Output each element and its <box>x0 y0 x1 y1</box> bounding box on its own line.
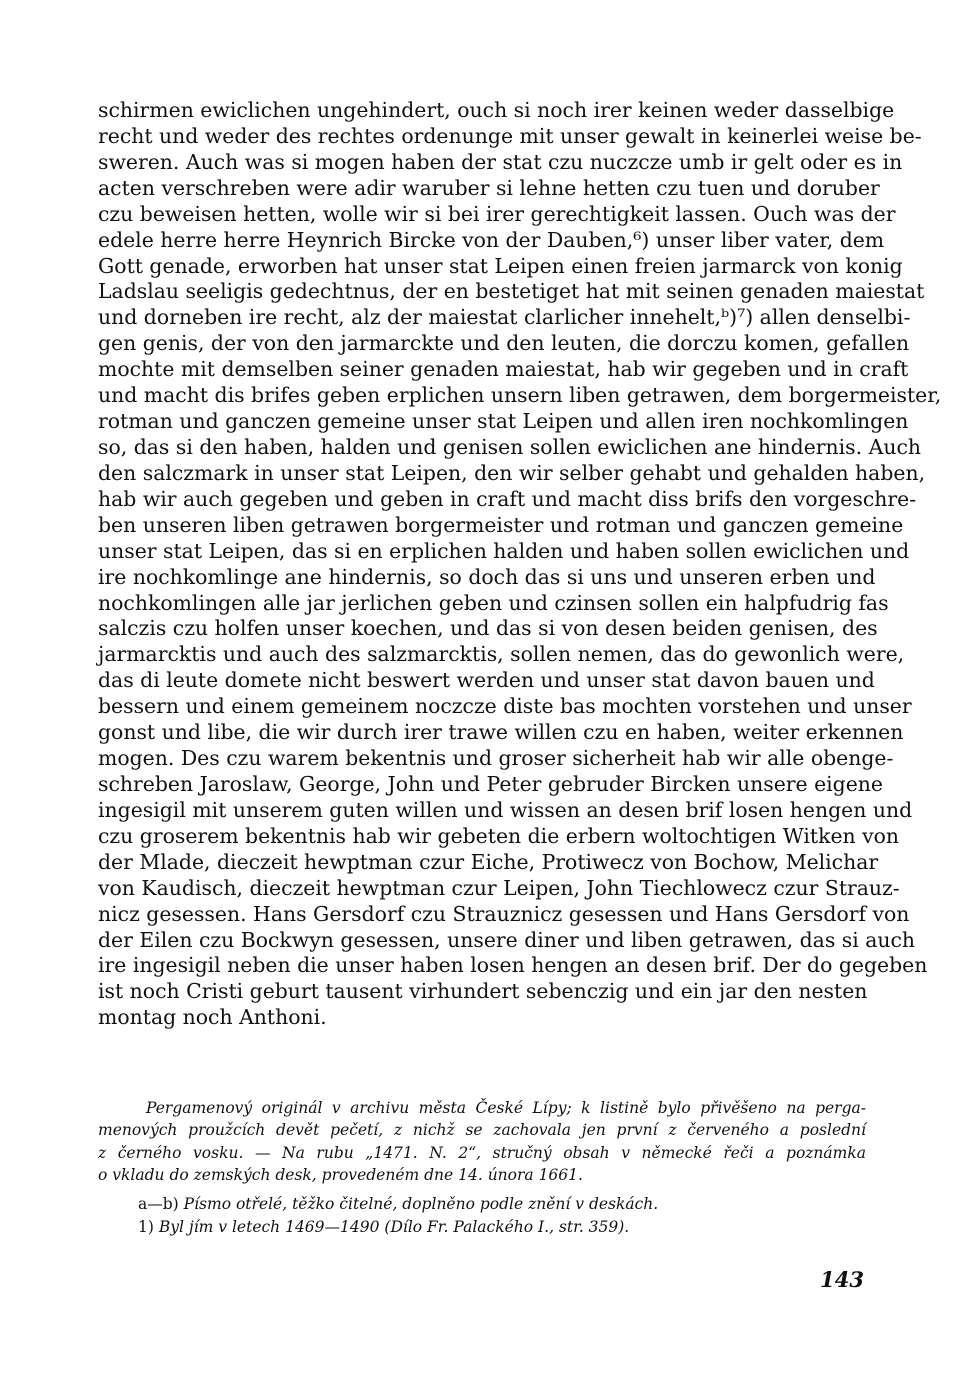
text-line: der Mlade, dieczeit hewptman czur Eiche, Protiwecz von Bochow, Melichar <box>98 849 879 874</box>
text-line: gen genis, der von den jarmarckte und den leuten, die dorczu komen, gefallen <box>98 331 910 356</box>
text-line: hab wir auch gegeben und geben in craft und macht diss brifs den vorgeschre- <box>98 486 917 511</box>
text-line: mogen. Des czu warem bekentnis und groser sicherheit hab wir alle obenge- <box>98 746 894 771</box>
footnote-text: Písmo otřelé, těžko čitelné, doplněno podle znění v deskách. <box>183 1195 659 1213</box>
charter-text <box>98 98 942 1031</box>
footnote <box>138 1216 866 1238</box>
text-line: ben unseren liben getrawen borgermeister und rotman und ganczen gemeine <box>98 512 904 537</box>
text-line: edele herre herre Heynrich Bircke von der Dauben,⁶) unser liber vater, dem <box>98 227 885 252</box>
text-line: das di leute domete nicht beswert werden und unser stat davon bauen und <box>98 668 875 693</box>
text-line: recht und weder des rechtes ordenunge mit unser gewalt in keinerlei weise be- <box>98 123 922 148</box>
text-line: czu beweisen hetten, wolle wir si bei irer gerechtigkeit lassen. Ouch was der <box>98 201 896 226</box>
text-line: gonst und libe, die wir durch irer trawe willen czu en haben, weiter erkennen <box>98 720 904 745</box>
text-line: salczis czu holfen unser koechen, und das si von desen beiden genisen, des <box>98 616 878 641</box>
footnote-mark: a—b) <box>138 1195 179 1213</box>
footnote-text: Byl jím v letech 1469—1490 (Dílo Fr. Palackého I., str. 359). <box>158 1218 630 1236</box>
archival-note <box>98 1097 866 1186</box>
text-line: rotman und ganczen gemeine unser stat Leipen und allen iren nochkomlingen <box>98 409 909 434</box>
text-line: ire ingesigil neben die unser haben losen hengen an desen brif. Der do gegeben <box>98 953 928 978</box>
text-line: czu groserem bekentnis hab wir gebeten die erbern woltochtigen Witken von <box>98 823 900 848</box>
text-line: acten verschreben were adir waruber si lehne hetten czu tuen und doruber <box>98 175 880 200</box>
text-line: der Eilen czu Bockwyn gesessen, unsere diner und liben getrawen, das si auch <box>98 927 916 952</box>
note-line: o vkladu do zemských desk, provedeném dne 14. února 1661. <box>98 1165 583 1184</box>
text-line: den salczmark in unser stat Leipen, den wir selber gehabt und gehalden haben, <box>98 460 926 485</box>
text-line: jarmarcktis und auch des salzmarcktis, sollen nemen, das do gewonlich were, <box>98 642 905 667</box>
text-line: sweren. Auch was si mogen haben der stat czu nuczcze umb ir gelt oder es in <box>98 149 903 174</box>
footnote-mark: 1) <box>138 1218 154 1236</box>
text-line: und macht dis brifes geben erplichen unsern liben getrawen, dem borgermeister, <box>98 383 942 408</box>
text-line: von Kaudisch, dieczeit hewptman czur Leipen, John Tiechlowecz czur Strauz- <box>98 875 900 900</box>
text-line: nochkomlingen alle jar jerlichen geben und czinsen sollen ein halpfudrig fas <box>98 590 889 615</box>
text-line: Ladslau seeligis gedechtnus, der en bestetiget hat mit seinen genaden maiestat <box>98 279 925 304</box>
text-line: Gott genade, erworben hat unser stat Leipen einen freien jarmarck von konig <box>98 253 903 278</box>
note-line: menových proužcích devět pečetí, z nichž se zachovala jen první z červeného a poslední <box>98 1121 866 1140</box>
text-line: ingesigil mit unserem guten willen und wissen an desen brif losen hengen und <box>98 797 913 822</box>
text-line: unser stat Leipen, das si en erplichen halden und haben sollen ewiclichen und <box>98 538 910 563</box>
page-number: 143 <box>820 1267 864 1292</box>
text-line: und dorneben ire recht, alz der maiestat clarlicher innehelt,ᵇ)⁷) allen denselbi- <box>98 305 911 330</box>
text-line: bessern und einem gemeinem noczcze diste bas mochten vorstehen und unser <box>98 694 912 719</box>
text-line: ist noch Cristi geburt tausent virhundert sebenczig und ein jar den nesten <box>98 979 868 1004</box>
text-line: schreben Jaroslaw, George, John und Peter gebruder Bircken unsere eigene <box>98 771 883 796</box>
text-line: montag noch Anthoni. <box>98 1005 327 1030</box>
note-line: z černého vosku. — Na rubu „1471. N. 2“, stručný obsah v německé řeči a poznámka <box>98 1143 866 1162</box>
text-line: nicz gesessen. Hans Gersdorf czu Strauznicz gesessen und Hans Gersdorf von <box>98 901 910 926</box>
text-line: mochte mit demselben seiner genaden maiestat, hab wir gegeben und in craft <box>98 357 909 382</box>
text-line: ire nochkomlinge ane hindernis, so doch das si uns und unseren erben und <box>98 564 876 589</box>
footnote <box>138 1193 866 1215</box>
note-line: Pergamenový originál v archivu města České Lípy; k listině bylo přivěšeno na perga- <box>146 1099 866 1117</box>
text-line: so, das si den haben, halden und genisen sollen ewiclichen ane hindernis. Auch <box>98 434 922 459</box>
text-line: schirmen ewiclichen ungehindert, ouch si noch irer keinen weder dasselbige <box>98 98 895 122</box>
